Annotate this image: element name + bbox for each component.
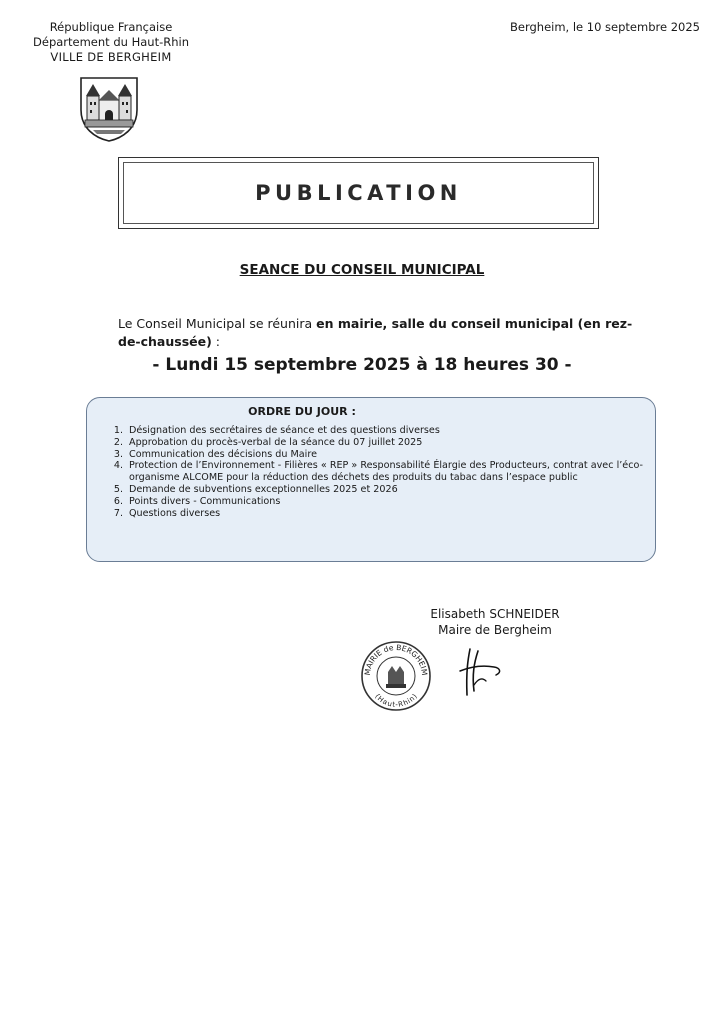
department-line: Département du Haut-Rhin — [33, 35, 189, 49]
letterhead — [22, 20, 200, 65]
seance-title: SEANCE DU CONSEIL MUNICIPAL — [239, 262, 485, 278]
signatory-block — [400, 606, 590, 638]
intro-location: en mairie, salle du conseil municipal (en rez-de-chaussée) — [118, 316, 633, 349]
agenda-item-number: 5. — [113, 483, 123, 495]
agenda-box — [86, 397, 656, 562]
agenda-item-number: 1. — [113, 425, 123, 436]
stamp-top-text: MAIRIE de BERGHEIM — [362, 642, 430, 676]
town-line: VILLE DE BERGHEIM — [50, 50, 172, 64]
signatory-role: Maire de Bergheim — [438, 623, 552, 637]
agenda-item-number: 2. — [113, 436, 123, 448]
agenda-title: ORDRE DU JOUR : — [248, 405, 356, 418]
agenda-item — [103, 425, 643, 437]
town-crest-icon — [77, 74, 141, 142]
agenda-item — [103, 460, 643, 484]
agenda-item-number: 3. — [113, 448, 123, 460]
agenda-item-text: Approbation du procès-verbal de la séance du 07 juillet 2025 — [129, 436, 423, 448]
agenda-item-text: Points divers - Communications — [129, 495, 281, 507]
intro-tail: : — [211, 334, 220, 349]
signature-mark — [452, 645, 512, 700]
agenda-item-text: Demande de subventions exceptionnelles 2025 et 2026 — [129, 483, 398, 495]
stamp-bottom-text: (Haut-Rhin) — [373, 692, 419, 709]
agenda-item — [103, 449, 643, 461]
publication-title: PUBLICATION — [255, 181, 462, 205]
agenda-item-text: Questions diverses — [129, 507, 221, 519]
signatory-name: Elisabeth SCHNEIDER — [430, 607, 560, 621]
agenda-item-text: Désignation des secrétaires de séance et des questions diverses — [129, 425, 440, 436]
intro-lead: Le Conseil Municipal se réunira — [118, 316, 317, 331]
agenda-item-number: 7. — [113, 507, 123, 519]
agenda-item-text: Communication des décisions du Maire — [129, 448, 317, 460]
agenda-item-number: 6. — [113, 495, 123, 507]
intro-paragraph — [118, 315, 638, 351]
publication-inner-frame — [123, 162, 594, 224]
mairie-stamp-icon — [360, 640, 432, 712]
republic-line: République Française — [49, 20, 173, 34]
agenda-item — [103, 484, 643, 496]
agenda-list — [103, 425, 643, 519]
agenda-item-number: 4. — [113, 460, 123, 472]
date-line: Bergheim, le 10 septembre 2025 — [509, 20, 700, 34]
agenda-item — [103, 508, 643, 520]
meeting-datetime: - Lundi 15 septembre 2025 à 18 heures 30 - — [152, 355, 572, 375]
agenda-item — [103, 496, 643, 508]
agenda-item — [103, 437, 643, 449]
agenda-item-text: Protection de l’Environnement - Filières « REP » Responsabilité Élargie des Producteurs, contrat avec l’éco-organisme ALCOME pour la réduction des déchets des produits du tabac dans l’espace public — [129, 460, 643, 484]
publication-frame — [118, 157, 599, 229]
